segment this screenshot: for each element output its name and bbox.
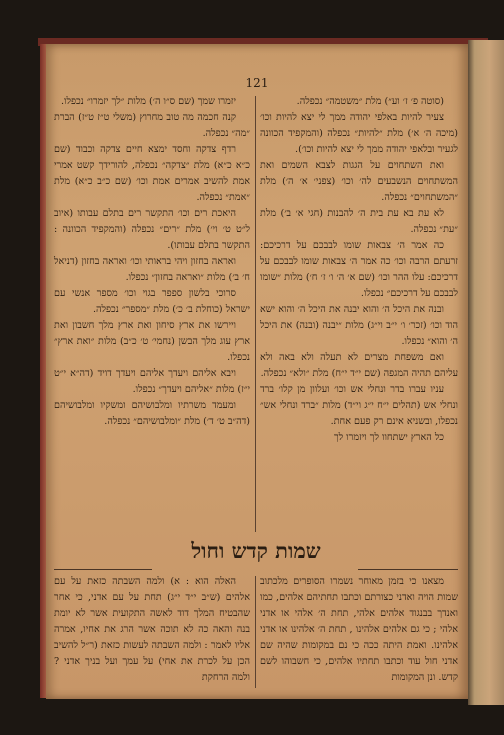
section-title: שמות קדש וחול xyxy=(191,538,321,563)
page-number: 121 xyxy=(245,76,269,90)
paragraph: (סוטה פ׳ ז׳ וע״) מלת ״משטמה״ נכפלה. xyxy=(296,96,444,107)
paragraph: האלה הוא : א) ולמה השבתה כזאת על עם אלהים (ש״ב י״ד י״ג) תחת על עם אדני, כי אחר שהבטיח המלך דוד לאשה התקועית אשר לא יומת בנה והאה כה לא תוכה אשר הרג את אחיו, אמרה אליו לאמר : ולמה השבתה לעשות כזאת (ר״ל להשיב הכן על לכרת את אחי) על עמך ועל בניך אדני ? ולמה הרחקת xyxy=(54,576,250,683)
book-spine xyxy=(468,40,504,705)
paragraph: ואם משפחת מצרים לא תעלה ולא באה ולא עליהם תהיה המגפה (שם י״ד י״ח) מלת ״ולא״ נכפלה. xyxy=(260,352,458,379)
paragraph: קנה חכמה מה טוב מחרוץ (משלי ט״ז ט״ז) הברת ״מה״ נכפלה. xyxy=(54,112,250,139)
right-column-top xyxy=(260,94,458,446)
paragraph: סרוכי בלשון ספפר בגוי וכו׳ מספר אנשי עם ישראל (כוחלת ב׳ כ׳) מלת ״מספר״ נכפלה. xyxy=(54,288,250,315)
paragraph: לא עת בא עת בית ה׳ להבנות (חגי א׳ ב׳) מלת ״עת״ נכפלה. xyxy=(260,208,458,235)
title-rule xyxy=(358,569,458,570)
paragraph: ואראה בחזון ויהי בראותי וכו׳ ואראה בחזון (דניאל ח׳ ב׳) מלות ״ואראה בחזון״ נכפלו. xyxy=(54,256,250,283)
column-divider xyxy=(255,96,256,532)
right-column-bottom xyxy=(260,574,458,686)
paragraph: רדף צדקה וחסד ימצא חיים צדקה וכבוד (שם כ״א כ״א) מלת ״צדקה״ נכפלה, להורידך קשט אמרי אמת להשיב אמרים אמת וכו׳ (שם כ״ב כ״א) מלת ״אמת״ נכפלה. xyxy=(54,144,250,203)
paragraph: ויבא אליהם ויעדך אליהם ויעדך דויד (דה״א י״ט י״ז) מלות ״אליהם ויעדך״ נכפלו. xyxy=(54,368,250,395)
paragraph: עניו עברו בדר ונחלי אש וכו׳ ועלוון מן קלו׳ ברד ונחלי אש (תהלים י״ח י״ג וי״ד) מלות ״ברד ונחלי אש״ נכפלו, ובשניא אינם רק פעם אחת. xyxy=(260,384,458,427)
paragraph: ויירשו את ארץ סיחון ואת ארץ מלך חשבון ואת ארץ עוג מלך הבשן (נחמי׳ ט׳ כ״ב) מלות ״ואת ארץ״ נכפלו. xyxy=(54,320,250,363)
left-column-top xyxy=(54,94,250,430)
paragraph: כה אמר ה׳ צבאות שומו לבבכם על דרכיכם: זרעתם הרבה וכו׳ כה אמר ה׳ צבאות שומו לבבכם על דרכיכם: עלו ההר וכו׳ (שם א׳ ה׳ ו׳ ז׳ ח׳) מלות ״שומו לבבכם על דרכיכם״ נכפלו. xyxy=(260,240,458,299)
paragraph: מצאנו כי בזמן מאוחר נשמרו הסופרים מלכתוב שמות הויה ואדני כצורתם וכתבו תחתיהם אלהים, כמו ואנדך בבנגוד אלהים אלהי, תחת ה׳ אלהי או אדני אלהי ; כי גם אלהים אלהינו , תחת ה׳ אלהינו או אדני אלהינו. ואמת היתה ככה כי נם במקומות שהיה שם אדני חול עוד וכתבו תחתיו אלהים, כי חשבוהו לשם קדש. ונן המקומות xyxy=(260,576,458,683)
left-column-bottom xyxy=(54,574,250,686)
paragraph: כל הארץ ישתחוו לך ויזמרו לך xyxy=(333,432,444,443)
book-page xyxy=(46,44,468,699)
paragraph: יזמרו שמך (שם ס״ו ה׳) מלות ״לך יזמרו״ נכפלו. xyxy=(60,96,236,107)
paragraph: ואת השתחוים על הגגות לצבא השמים ואת המשתחוים הנשבעים לה׳ וכו׳ (צפני׳ א׳ ה׳) מלת ״המשתחוים״ נכפלה. xyxy=(260,160,458,203)
paragraph: ובנה את היכל ה׳ והוא יבנה את היכל ה׳ והוא ישא הוד וכו׳ (זכר׳ ו׳ י״ב וי״ג) מלות ״יבנה (ובנה) את היכל ה׳ והוא״ נכפלו. xyxy=(260,304,458,347)
paragraph: ומעמד משרתיו ומלבושיהם ומשקיו ומלבושיהם (דה״ב ט׳ ד׳) מלת ״ומלבושיהם״ נכפלה. xyxy=(54,400,250,427)
paragraph: צעיר להיות באלפי יהודה ממך לי יצא להיות וכו׳ (מיכה ה׳ א׳) מלת ״להיות״ נכפלה (והמקפיד הכוונה לגעיר ובלאפי יהודה ממך לי יצא להיות וכו׳). xyxy=(260,112,458,155)
column-divider xyxy=(255,576,256,688)
paragraph: היאכת רים וכו׳ התקשר רים בתלם עבותו (איוב ל״ט ט׳ וי׳) מלת ״רים״ נכפלה (והמקפיד הכוונה : התקשר בתלם עבותו). xyxy=(54,208,250,251)
title-rule xyxy=(54,569,152,570)
